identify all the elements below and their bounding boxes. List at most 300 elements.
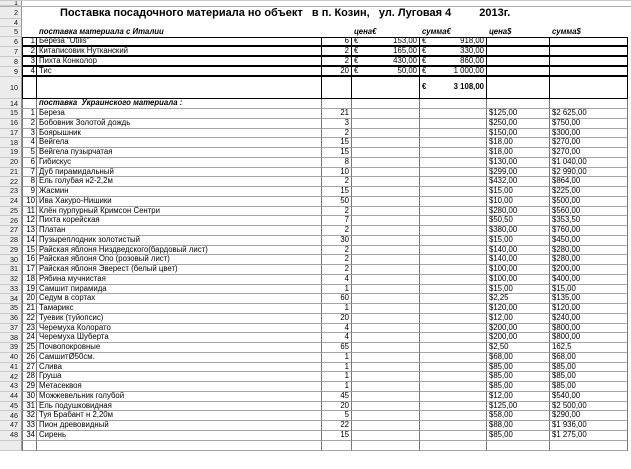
cell-item-number[interactable]: 21 (22, 304, 37, 314)
cell-sum-usd[interactable]: $300,00 (550, 129, 628, 139)
empty-cell[interactable] (22, 27, 37, 37)
cell-sum-usd[interactable]: $135,00 (550, 294, 628, 304)
empty-cell[interactable] (22, 19, 631, 27)
cell-sum-eur[interactable] (420, 168, 487, 178)
cell-price-eur[interactable] (352, 138, 420, 148)
cell-price-usd[interactable]: $85,00 (487, 372, 550, 382)
cell-name[interactable]: Вейгела (37, 138, 322, 148)
cell-price-usd[interactable]: $18,00 (487, 148, 550, 158)
cell-price-usd[interactable]: $58,00 (487, 411, 550, 421)
row-header[interactable]: 22 (0, 177, 22, 187)
cell-item-number[interactable]: 15 (22, 246, 37, 256)
cell-price-eur[interactable] (352, 216, 420, 226)
row-header[interactable]: 47 (0, 421, 22, 431)
cell-qty[interactable]: 20 (322, 314, 352, 324)
cell-item-number[interactable]: 31 (22, 402, 37, 412)
cell-price-eur[interactable] (352, 37, 420, 47)
cell-item-number[interactable]: 30 (22, 392, 37, 402)
cell-name[interactable]: Гибискус (37, 158, 322, 168)
cell-qty[interactable]: 30 (322, 236, 352, 246)
cell-sum-eur[interactable] (420, 372, 487, 382)
cell-sum-usd[interactable]: $864,00 (550, 177, 628, 187)
cell-qty[interactable]: 50 (322, 197, 352, 207)
row-header[interactable]: 48 (0, 431, 22, 441)
cell-sum-usd[interactable]: $270,00 (550, 148, 628, 158)
cell-item-number[interactable]: 13 (22, 226, 37, 236)
cell-sum-usd[interactable]: $85,00 (550, 372, 628, 382)
empty-cell[interactable] (322, 441, 352, 451)
cell-qty[interactable]: 1 (322, 304, 352, 314)
cell-name[interactable]: Пион древовидный (37, 421, 322, 431)
cell-price-usd[interactable]: $250,00 (487, 119, 550, 129)
cell-sum-eur[interactable] (420, 236, 487, 246)
cell-name[interactable]: Седум в сортах (37, 294, 322, 304)
row-header[interactable]: 2 (0, 7, 22, 19)
column-header-sum-eur[interactable]: сумма€ (422, 27, 451, 36)
cell-item-number[interactable]: 3 (22, 57, 37, 67)
empty-cell[interactable] (37, 441, 322, 451)
cell-price-eur[interactable] (352, 314, 420, 324)
cell-sum-eur[interactable] (420, 431, 487, 441)
cell-price-usd[interactable]: $299,00 (487, 168, 550, 178)
cell-name[interactable]: Туевик (туйопсис) (37, 314, 322, 324)
cell-sum-usd[interactable]: $15,00 (550, 285, 628, 295)
row-header[interactable]: 26 (0, 216, 22, 226)
cell-sum-eur[interactable] (420, 67, 487, 77)
cell-name[interactable]: СамшитØ50см. (37, 353, 322, 363)
cell-price-usd[interactable]: $380,00 (487, 226, 550, 236)
cell-price-eur[interactable] (352, 275, 420, 285)
row-header[interactable]: 7 (0, 47, 22, 57)
empty-cell[interactable] (550, 77, 628, 99)
cell-price-usd[interactable] (487, 57, 550, 67)
cell-sum-eur[interactable] (420, 294, 487, 304)
cell-sum-usd[interactable]: $1 040,00 (550, 158, 628, 168)
cell-name[interactable]: Береза (37, 109, 322, 119)
cell-price-usd[interactable]: $150,00 (487, 129, 550, 139)
row-header[interactable]: 28 (0, 236, 22, 246)
cell-item-number[interactable]: 27 (22, 363, 37, 373)
cell-name[interactable]: Жасмин (37, 187, 322, 197)
cell-price-usd[interactable]: $432,00 (487, 177, 550, 187)
cell-sum-usd[interactable]: $560,00 (550, 207, 628, 217)
empty-cell[interactable] (322, 99, 352, 109)
empty-cell[interactable] (22, 77, 37, 99)
cell-price-eur[interactable] (352, 226, 420, 236)
cell-name[interactable]: Вейгела пузырчатая (37, 148, 322, 158)
cell-qty[interactable]: 15 (322, 431, 352, 441)
cell-price-usd[interactable]: $68,00 (487, 353, 550, 363)
cell-sum-eur[interactable] (420, 226, 487, 236)
cell-name[interactable]: Пихта корейская (37, 216, 322, 226)
cell-sum-usd[interactable]: $68,00 (550, 353, 628, 363)
cell-qty[interactable]: 5 (322, 411, 352, 421)
cell-price-usd[interactable]: $2,25 (487, 294, 550, 304)
cell-sum-usd[interactable]: $760,00 (550, 226, 628, 236)
empty-cell[interactable] (22, 441, 37, 451)
row-header[interactable]: 33 (0, 285, 22, 295)
cell-sum-usd[interactable]: $85,00 (550, 363, 628, 373)
row-header[interactable]: 43 (0, 382, 22, 392)
cell-price-usd[interactable]: $200,00 (487, 333, 550, 343)
cell-sum-eur[interactable] (420, 353, 487, 363)
cell-price-eur[interactable] (352, 353, 420, 363)
cell-price-eur[interactable] (352, 246, 420, 256)
cell-item-number[interactable]: 34 (22, 431, 37, 441)
cell-name[interactable]: Пузыреплодник золотистый (37, 236, 322, 246)
cell-name[interactable]: Слива (37, 363, 322, 373)
empty-cell[interactable] (352, 441, 420, 451)
cell-price-eur[interactable] (352, 177, 420, 187)
row-header[interactable]: 18 (0, 138, 22, 148)
cell-sum-eur[interactable] (420, 333, 487, 343)
cell-sum-usd[interactable] (550, 37, 628, 47)
cell-sum-eur[interactable] (420, 37, 487, 47)
cell-price-usd[interactable]: $280,00 (487, 207, 550, 217)
empty-cell[interactable] (550, 441, 628, 451)
cell-qty[interactable]: 2 (322, 255, 352, 265)
cell-qty[interactable]: 7 (322, 216, 352, 226)
row-header[interactable]: 37 (0, 324, 22, 334)
cell-qty[interactable]: 4 (322, 275, 352, 285)
cell-price-eur[interactable] (352, 168, 420, 178)
cell-sum-eur[interactable] (420, 129, 487, 139)
empty-cell[interactable] (352, 77, 420, 99)
cell-name[interactable]: Тис (37, 67, 322, 77)
row-header[interactable]: 27 (0, 226, 22, 236)
cell-price-eur[interactable] (352, 372, 420, 382)
row-header[interactable]: 15 (0, 109, 22, 119)
row-header[interactable]: 44 (0, 392, 22, 402)
row-header[interactable]: 6 (0, 37, 22, 47)
row-header[interactable]: 42 (0, 372, 22, 382)
cell-item-number[interactable]: 22 (22, 314, 37, 324)
cell-qty[interactable]: 20 (322, 67, 352, 77)
cell-sum-eur[interactable] (420, 158, 487, 168)
cell-sum-eur[interactable] (420, 265, 487, 275)
empty-cell[interactable] (352, 99, 420, 109)
cell-price-usd[interactable]: $10,00 (487, 197, 550, 207)
cell-sum-usd[interactable]: $85,00 (550, 382, 628, 392)
cell-sum-usd[interactable]: $225,00 (550, 187, 628, 197)
cell-price-eur[interactable] (352, 236, 420, 246)
cell-qty[interactable]: 20 (322, 402, 352, 412)
row-header[interactable]: 4 (0, 19, 22, 27)
cell-sum-usd[interactable] (550, 67, 628, 77)
cell-price-usd[interactable]: $125,00 (487, 109, 550, 119)
cell-item-number[interactable]: 8 (22, 177, 37, 187)
cell-price-usd[interactable]: $12,00 (487, 314, 550, 324)
cell-sum-eur[interactable] (420, 207, 487, 217)
row-header[interactable] (0, 441, 22, 451)
cell-price-usd[interactable]: $120,00 (487, 304, 550, 314)
cell-name[interactable]: Клён пурпурный Кримсон Сентри (37, 207, 322, 217)
cell-price-usd[interactable] (487, 47, 550, 57)
empty-cell[interactable] (322, 77, 352, 99)
cell-sum-eur[interactable] (420, 109, 487, 119)
cell-name[interactable]: Груша (37, 372, 322, 382)
cell-item-number[interactable]: 3 (22, 129, 37, 139)
cell-price-usd[interactable]: $130,00 (487, 158, 550, 168)
cell-sum-eur[interactable] (420, 275, 487, 285)
row-header[interactable]: 16 (0, 119, 22, 129)
cell-price-eur[interactable] (352, 158, 420, 168)
cell-item-number[interactable]: 25 (22, 343, 37, 353)
cell-qty[interactable]: 45 (322, 392, 352, 402)
empty-cell[interactable] (420, 441, 487, 451)
cell-name[interactable]: Пихта Конколор (37, 57, 322, 67)
cell-name[interactable]: Китаписовик Нутканский (37, 47, 322, 57)
section-header-italy[interactable]: поставка материала с Италии (39, 27, 164, 36)
cell-sum-usd[interactable] (550, 57, 628, 67)
row-header[interactable]: 34 (0, 294, 22, 304)
cell-sum-eur[interactable] (420, 402, 487, 412)
cell-qty[interactable]: 2 (322, 129, 352, 139)
row-header[interactable]: 45 (0, 402, 22, 412)
cell-price-usd[interactable]: $88,00 (487, 421, 550, 431)
cell-price-eur[interactable] (352, 343, 420, 353)
cell-name[interactable]: Почвопокровные (37, 343, 322, 353)
cell-sum-eur[interactable] (420, 255, 487, 265)
cell-item-number[interactable]: 9 (22, 187, 37, 197)
row-header[interactable]: 10 (0, 77, 22, 99)
row-header[interactable]: 21 (0, 168, 22, 178)
cell-sum-usd[interactable]: $2 500,00 (550, 402, 628, 412)
cell-name[interactable]: Тамарикс (37, 304, 322, 314)
cell-price-usd[interactable]: $15,00 (487, 187, 550, 197)
cell-item-number[interactable]: 1 (22, 109, 37, 119)
cell-sum-eur[interactable] (420, 382, 487, 392)
cell-price-usd[interactable]: $85,00 (487, 363, 550, 373)
cell-item-number[interactable]: 17 (22, 265, 37, 275)
cell-qty[interactable]: 4 (322, 333, 352, 343)
cell-name[interactable]: Райская яблоня Низдведского(бардовый лист) (37, 246, 322, 256)
cell-item-number[interactable]: 1 (22, 37, 37, 47)
cell-sum-usd[interactable]: $280,00 (550, 255, 628, 265)
cell-price-eur[interactable] (352, 431, 420, 441)
row-header[interactable]: 31 (0, 265, 22, 275)
cell-name[interactable]: Черемуха Колорато (37, 324, 322, 334)
row-header[interactable]: 41 (0, 363, 22, 373)
cell-price-usd[interactable]: $85,00 (487, 382, 550, 392)
cell-item-number[interactable]: 16 (22, 255, 37, 265)
cell-qty[interactable]: 10 (322, 168, 352, 178)
section-header-ukraine[interactable]: поставка Украинского материала : (37, 99, 322, 109)
cell-sum-usd[interactable]: $200,00 (550, 265, 628, 275)
cell-name[interactable]: Самшит пирамида (37, 285, 322, 295)
cell-price-eur[interactable] (352, 294, 420, 304)
cell-name[interactable]: Райская яблоня Эверест (белый цвет) (37, 265, 322, 275)
cell-qty[interactable]: 15 (322, 187, 352, 197)
cell-sum-eur[interactable] (420, 119, 487, 129)
cell-price-usd[interactable]: $100,00 (487, 265, 550, 275)
row-header[interactable]: 23 (0, 187, 22, 197)
empty-cell[interactable] (322, 27, 352, 37)
cell-price-usd[interactable]: $140,00 (487, 246, 550, 256)
cell-price-eur[interactable] (352, 333, 420, 343)
cell-qty[interactable]: 2 (322, 177, 352, 187)
cell-price-eur[interactable] (352, 265, 420, 275)
cell-price-usd[interactable] (487, 37, 550, 47)
cell-name[interactable]: Туя Брабант н 2,20м (37, 411, 322, 421)
cell-price-usd[interactable]: $50,50 (487, 216, 550, 226)
column-header-price-eur[interactable]: цена€ (354, 27, 377, 36)
cell-sum-usd[interactable]: $500,00 (550, 197, 628, 207)
cell-sum-usd[interactable]: $400,00 (550, 275, 628, 285)
cell-name[interactable]: Метасеквоя (37, 382, 322, 392)
cell-price-eur[interactable] (352, 304, 420, 314)
row-header[interactable]: 46 (0, 411, 22, 421)
cell-sum-usd[interactable]: $2 990,00 (550, 168, 628, 178)
cell-price-eur[interactable] (352, 57, 420, 67)
cell-price-eur[interactable] (352, 47, 420, 57)
row-header[interactable]: 40 (0, 353, 22, 363)
cell-name[interactable]: Рябина мучнистая (37, 275, 322, 285)
cell-qty[interactable]: 2 (322, 246, 352, 256)
cell-sum-usd[interactable]: $540,00 (550, 392, 628, 402)
cell-name[interactable]: Сирень (37, 431, 322, 441)
cell-item-number[interactable]: 12 (22, 216, 37, 226)
cell-name[interactable]: Райская яблоня Опо (розовый лист) (37, 255, 322, 265)
cell-sum-usd[interactable]: $240,00 (550, 314, 628, 324)
cell-item-number[interactable]: 24 (22, 333, 37, 343)
cell-sum-usd[interactable]: $280,00 (550, 246, 628, 256)
cell-qty[interactable]: 1 (322, 372, 352, 382)
cell-name[interactable]: Береза "Utilis" (37, 37, 322, 47)
cell-qty[interactable]: 21 (322, 109, 352, 119)
row-header[interactable]: 29 (0, 246, 22, 256)
cell-item-number[interactable]: 2 (22, 47, 37, 57)
row-header[interactable]: 24 (0, 197, 22, 207)
cell-sum-eur[interactable] (420, 216, 487, 226)
row-header[interactable]: 38 (0, 333, 22, 343)
cell-price-eur[interactable] (352, 363, 420, 373)
cell-sum-usd[interactable]: $800,00 (550, 324, 628, 334)
cell-name[interactable]: Боярышник (37, 129, 322, 139)
cell-qty[interactable]: 4 (322, 324, 352, 334)
cell-sum-eur[interactable] (420, 57, 487, 67)
empty-cell[interactable] (22, 1, 631, 6)
cell-qty[interactable]: 15 (322, 138, 352, 148)
row-header[interactable]: 1 (0, 1, 22, 6)
cell-price-usd[interactable]: $100,00 (487, 275, 550, 285)
cell-sum-usd[interactable] (550, 47, 628, 57)
cell-item-number[interactable]: 5 (22, 148, 37, 158)
cell-item-number[interactable]: 10 (22, 197, 37, 207)
cell-price-usd[interactable]: $15,00 (487, 236, 550, 246)
cell-price-eur[interactable] (352, 129, 420, 139)
cell-qty[interactable]: 1 (322, 285, 352, 295)
cell-item-number[interactable]: 29 (22, 382, 37, 392)
cell-price-eur[interactable] (352, 411, 420, 421)
row-header[interactable]: 19 (0, 148, 22, 158)
cell-price-eur[interactable] (352, 402, 420, 412)
cell-price-usd[interactable]: $12,00 (487, 392, 550, 402)
row-header[interactable]: 9 (0, 67, 22, 77)
cell-qty[interactable]: 2 (322, 207, 352, 217)
cell-price-usd[interactable]: $200,00 (487, 324, 550, 334)
cell-sum-usd[interactable]: $750,00 (550, 119, 628, 129)
cell-sum-eur[interactable] (420, 392, 487, 402)
cell-price-eur[interactable] (352, 109, 420, 119)
cell-sum-eur[interactable] (420, 47, 487, 57)
cell-item-number[interactable]: 18 (22, 275, 37, 285)
cell-price-eur[interactable] (352, 187, 420, 197)
cell-price-eur[interactable] (352, 119, 420, 129)
row-header[interactable]: 25 (0, 207, 22, 217)
cell-item-number[interactable]: 11 (22, 207, 37, 217)
cell-name[interactable]: Можжевельник голубой (37, 392, 322, 402)
cell-sum-eur[interactable] (420, 363, 487, 373)
cell-sum-eur[interactable] (420, 314, 487, 324)
cell-qty[interactable]: 1 (322, 353, 352, 363)
cell-name[interactable]: Платан (37, 226, 322, 236)
cell-item-number[interactable]: 7 (22, 168, 37, 178)
cell-price-eur[interactable] (352, 382, 420, 392)
cell-price-eur[interactable] (352, 324, 420, 334)
empty-cell[interactable] (487, 441, 550, 451)
cell-sum-usd[interactable]: $450,00 (550, 236, 628, 246)
cell-item-number[interactable]: 2 (22, 119, 37, 129)
cell-sum-usd[interactable]: $1 936,00 (550, 421, 628, 431)
cell-qty[interactable]: 2 (322, 226, 352, 236)
empty-cell[interactable] (22, 99, 37, 109)
cell-name[interactable]: Ива Хакуро-Нишики (37, 197, 322, 207)
cell-name[interactable]: Ель подушковидная (37, 402, 322, 412)
cell-qty[interactable]: 6 (322, 37, 352, 47)
cell-name[interactable]: Черемуха Шуберта (37, 333, 322, 343)
cell-qty[interactable]: 3 (322, 119, 352, 129)
row-header[interactable]: 5 (0, 27, 22, 37)
column-header-sum-usd[interactable]: сумма$ (552, 27, 581, 36)
row-header[interactable]: 20 (0, 158, 22, 168)
cell-name[interactable]: Бобовник Золотой дождь (37, 119, 322, 129)
cell-sum-eur[interactable] (420, 324, 487, 334)
cell-price-usd[interactable]: $85,00 (487, 431, 550, 441)
cell-item-number[interactable]: 28 (22, 372, 37, 382)
cell-price-usd[interactable]: $18,00 (487, 138, 550, 148)
cell-price-usd[interactable]: $15,00 (487, 285, 550, 295)
cell-qty[interactable]: 1 (322, 363, 352, 373)
row-header[interactable]: 14 (0, 99, 22, 109)
cell-total-eur[interactable] (420, 77, 487, 99)
cell-sum-eur[interactable] (420, 421, 487, 431)
cell-sum-usd[interactable]: $290,00 (550, 411, 628, 421)
cell-item-number[interactable]: 20 (22, 294, 37, 304)
cell-sum-eur[interactable] (420, 304, 487, 314)
cell-price-eur[interactable] (352, 67, 420, 77)
cell-price-eur[interactable] (352, 421, 420, 431)
cell-item-number[interactable]: 6 (22, 158, 37, 168)
cell-price-eur[interactable] (352, 392, 420, 402)
cell-sum-usd[interactable]: $353,50 (550, 216, 628, 226)
row-header[interactable]: 36 (0, 314, 22, 324)
cell-sum-usd[interactable]: $800,00 (550, 333, 628, 343)
cell-qty[interactable]: 2 (322, 47, 352, 57)
row-header[interactable]: 8 (0, 57, 22, 67)
cell-sum-usd[interactable]: $1 275,00 (550, 431, 628, 441)
cell-item-number[interactable]: 14 (22, 236, 37, 246)
row-header[interactable]: 35 (0, 304, 22, 314)
cell-sum-usd[interactable]: $120,00 (550, 304, 628, 314)
cell-sum-usd[interactable]: $270,00 (550, 138, 628, 148)
row-header[interactable]: 32 (0, 275, 22, 285)
cell-item-number[interactable]: 4 (22, 67, 37, 77)
empty-cell[interactable] (420, 99, 487, 109)
empty-cell[interactable] (487, 77, 550, 99)
cell-name[interactable]: Ель голубая н2-2,2м (37, 177, 322, 187)
cell-sum-eur[interactable] (420, 148, 487, 158)
